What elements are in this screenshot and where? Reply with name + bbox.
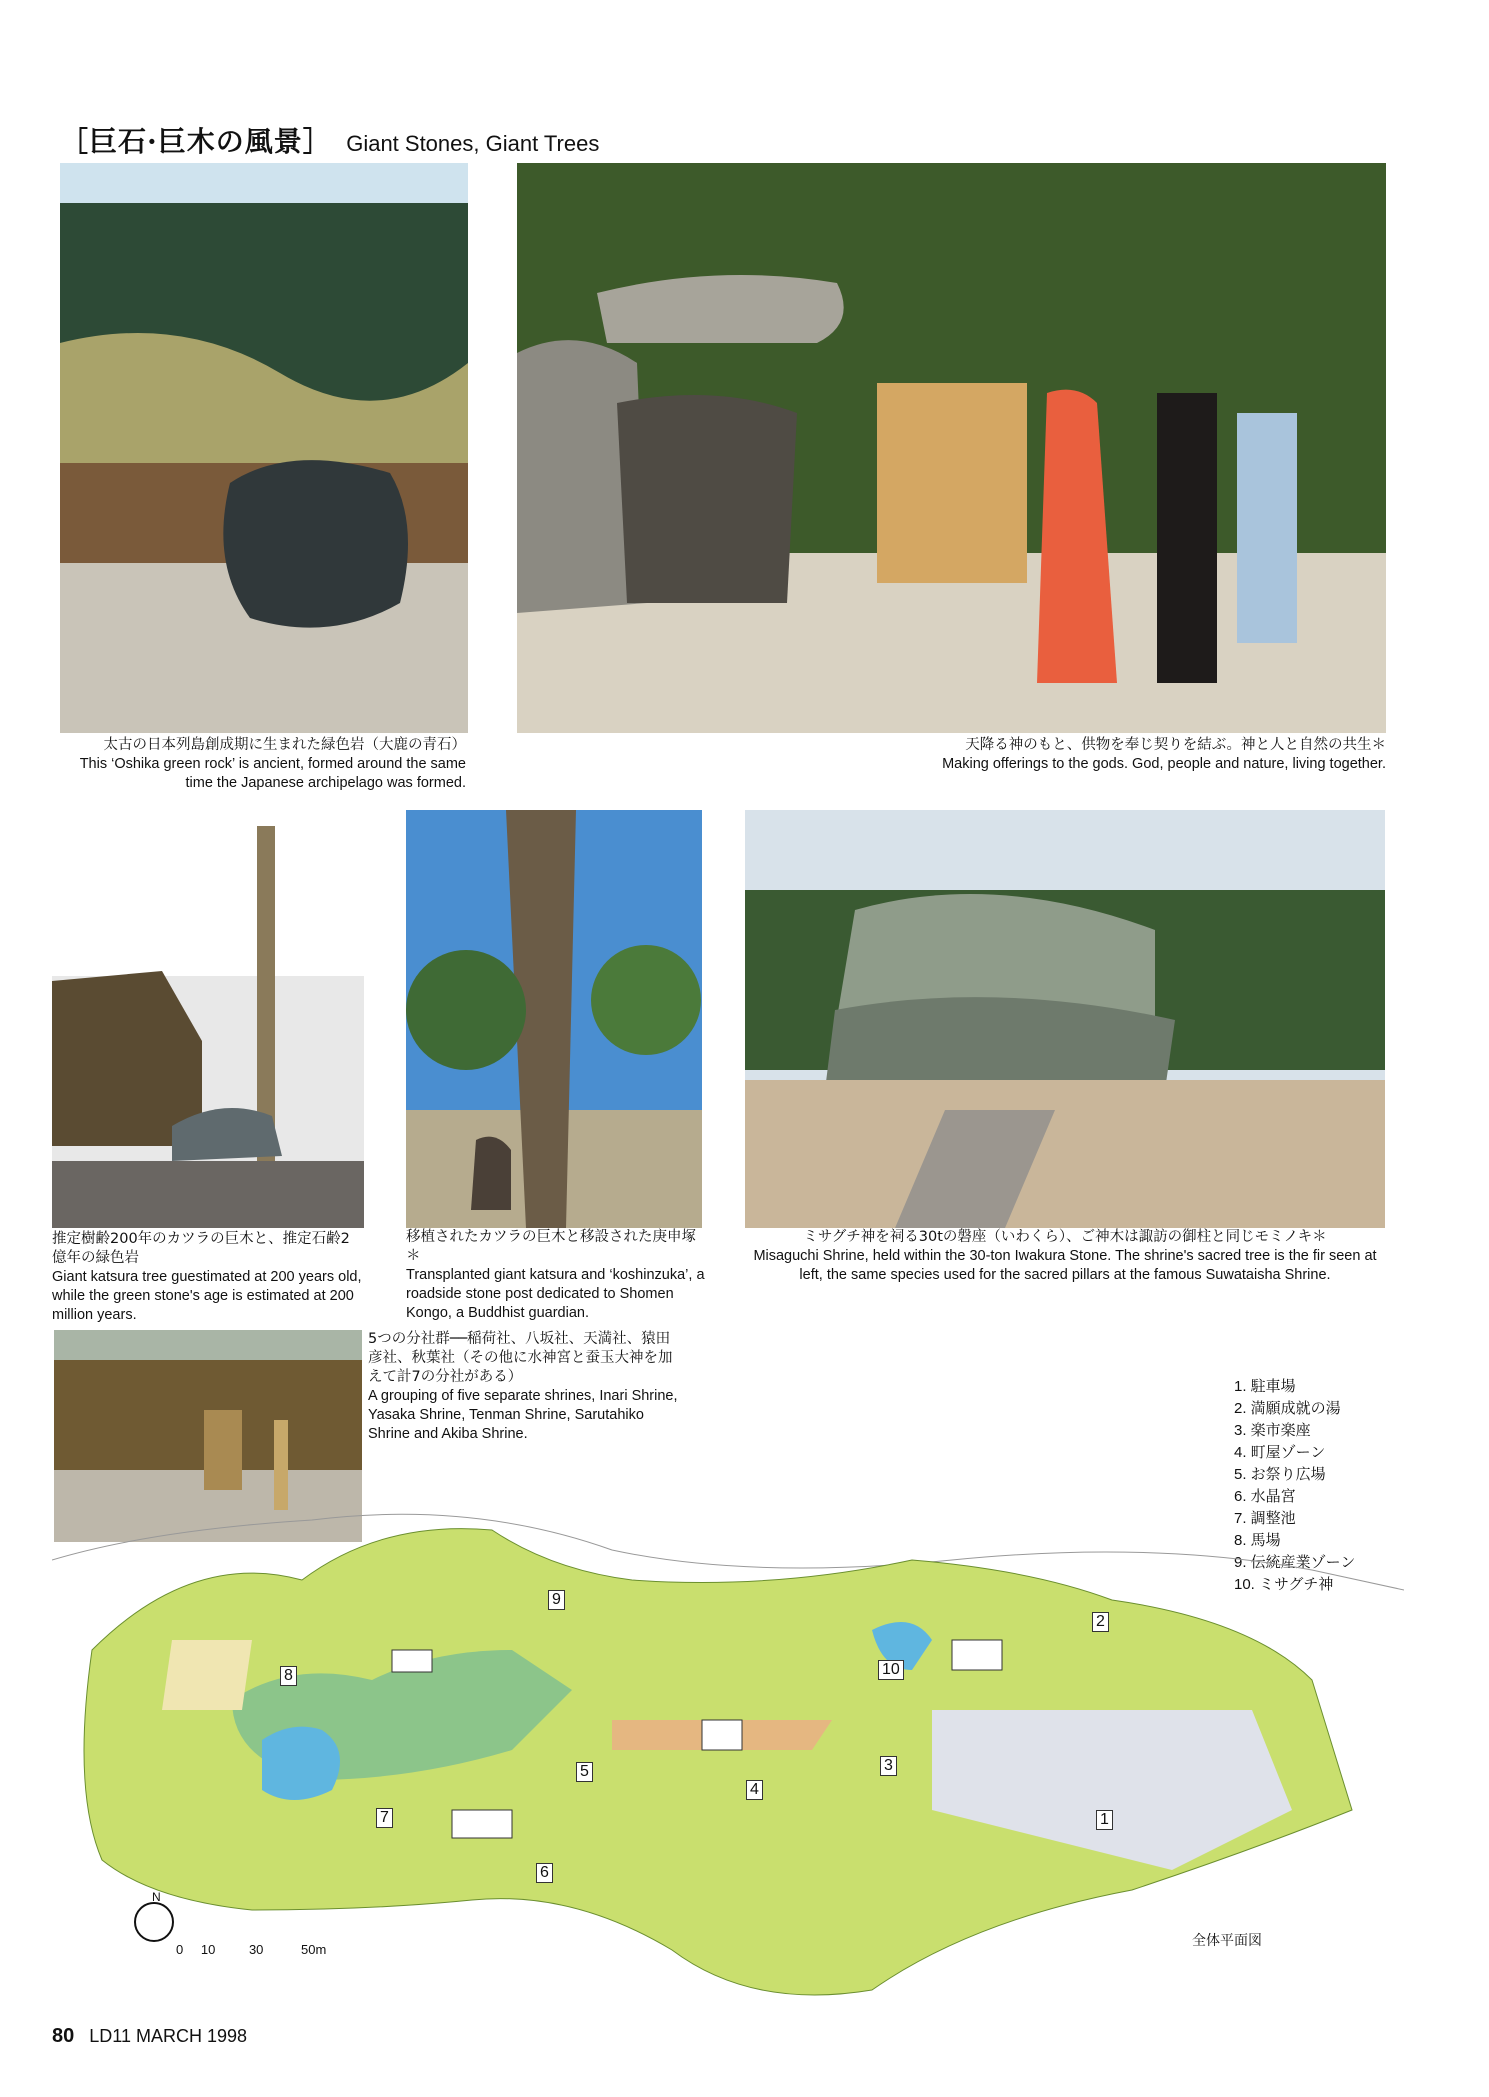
map-marker-3: 3 bbox=[880, 1756, 897, 1776]
photo-koshinzuka bbox=[406, 810, 702, 1228]
map-marker-2: 2 bbox=[1092, 1612, 1109, 1632]
caption-shrines-jp: 5つの分社群──稲荷社、八坂社、天満社、猿田彦社、秋葉社（その他に水神宮と蚕玉大神を加えて計7の分社がある） bbox=[368, 1331, 673, 1385]
caption-offerings bbox=[700, 736, 1386, 774]
caption-offerings-jp: 天降る神のもと、供物を奉じ契りを結ぶ。神と人と自然の共生＊ bbox=[965, 737, 1386, 753]
legend-item: 1. 駐車場 bbox=[1234, 1378, 1296, 1395]
map-marker-5: 5 bbox=[576, 1762, 593, 1782]
legend-item: 7. 調整池 bbox=[1234, 1510, 1296, 1527]
caption-katsura-en: Giant katsura tree guestimated at 200 years old, while the green stone's age is estimated at 200 million years. bbox=[52, 1269, 362, 1323]
scale-label: 30 bbox=[248, 1942, 264, 1957]
header-title-en: Giant Stones, Giant Trees bbox=[346, 131, 600, 156]
scale-label: 10 bbox=[200, 1942, 216, 1957]
map-marker-9: 9 bbox=[548, 1590, 565, 1610]
legend-item: 10. ミサグチ神 bbox=[1234, 1576, 1334, 1593]
page-footer bbox=[52, 2025, 247, 2048]
map-marker-7: 7 bbox=[376, 1808, 393, 1828]
scale-bar bbox=[176, 1942, 326, 1957]
map-marker-4: 4 bbox=[746, 1780, 763, 1800]
caption-misaguchi bbox=[745, 1228, 1385, 1285]
caption-katsura bbox=[52, 1230, 364, 1325]
legend-item: 3. 楽市楽座 bbox=[1234, 1422, 1311, 1439]
section-header bbox=[60, 120, 599, 160]
legend-item: 6. 水晶宮 bbox=[1234, 1488, 1296, 1505]
legend-item: 2. 満願成就の湯 bbox=[1234, 1400, 1341, 1417]
scale-label: 50m bbox=[301, 1942, 327, 1957]
caption-katsura-jp: 推定樹齢200年のカツラの巨木と、推定石齢2億年の緑色岩 bbox=[52, 1231, 350, 1266]
photo-green-rock bbox=[60, 163, 468, 733]
caption-koshinzuka bbox=[406, 1228, 706, 1323]
caption-green-rock bbox=[52, 736, 466, 793]
photo-offerings bbox=[517, 163, 1386, 733]
issue-label: LD11 MARCH 1998 bbox=[89, 2026, 248, 2046]
page-number: 80 bbox=[52, 2025, 75, 2047]
map-marker-6: 6 bbox=[536, 1863, 553, 1883]
caption-koshinzuka-en: Transplanted giant katsura and ‘koshinzuka’, a roadside stone post dedicated to Shomen Kongo, a Buddhist guardian. bbox=[406, 1267, 705, 1321]
header-title-jp: ［巨石·巨木の風景］ bbox=[60, 125, 332, 158]
photo-katsura-tree bbox=[52, 816, 364, 1228]
map-marker-1: 1 bbox=[1096, 1810, 1113, 1830]
caption-shrines-en: A grouping of five separate shrines, Inari Shrine, Yasaka Shrine, Tenman Shrine, Sarutahiko Shrine and Akiba Shrine. bbox=[368, 1388, 678, 1442]
caption-green-rock-jp: 太古の日本列島創成期に生まれた緑色岩（大鹿の青石） bbox=[103, 737, 466, 753]
caption-koshinzuka-jp: 移植されたカツラの巨木と移設された庚申塚＊ bbox=[406, 1229, 696, 1264]
scale-label: 0 bbox=[176, 1942, 184, 1957]
caption-shrines bbox=[368, 1330, 680, 1444]
map-marker-10: 10 bbox=[878, 1660, 904, 1680]
legend-item: 4. 町屋ゾーン bbox=[1234, 1444, 1326, 1461]
legend-item: 8. 馬場 bbox=[1234, 1532, 1281, 1549]
caption-offerings-en: Making offerings to the gods. God, people and nature, living together. bbox=[942, 756, 1386, 772]
north-arrow-icon bbox=[134, 1902, 174, 1942]
caption-misaguchi-jp: ミサグチ神を祠る30tの磐座（いわくら）、ご神木は諏訪の御柱と同じモミノキ＊ bbox=[803, 1229, 1327, 1245]
north-label: N bbox=[152, 1890, 161, 1904]
site-plan-map bbox=[52, 1490, 1404, 2020]
photo-misaguchi-shrine bbox=[745, 810, 1385, 1228]
caption-misaguchi-en: Misaguchi Shrine, held within the 30-ton Iwakura Stone. The shrine's sacred tree is the fir seen at left, the same species used for the sacred pillars at the famous Suwataisha Shrine. bbox=[753, 1248, 1377, 1283]
caption-green-rock-en: This ‘Oshika green rock’ is ancient, formed around the same time the Japanese archipelago was formed. bbox=[79, 756, 466, 791]
plan-label: 全体平面図 bbox=[1192, 1932, 1262, 1948]
legend-item: 5. お祭り広場 bbox=[1234, 1466, 1326, 1483]
map-marker-8: 8 bbox=[280, 1666, 297, 1686]
legend-item: 9. 伝統産業ゾーン bbox=[1234, 1554, 1356, 1571]
